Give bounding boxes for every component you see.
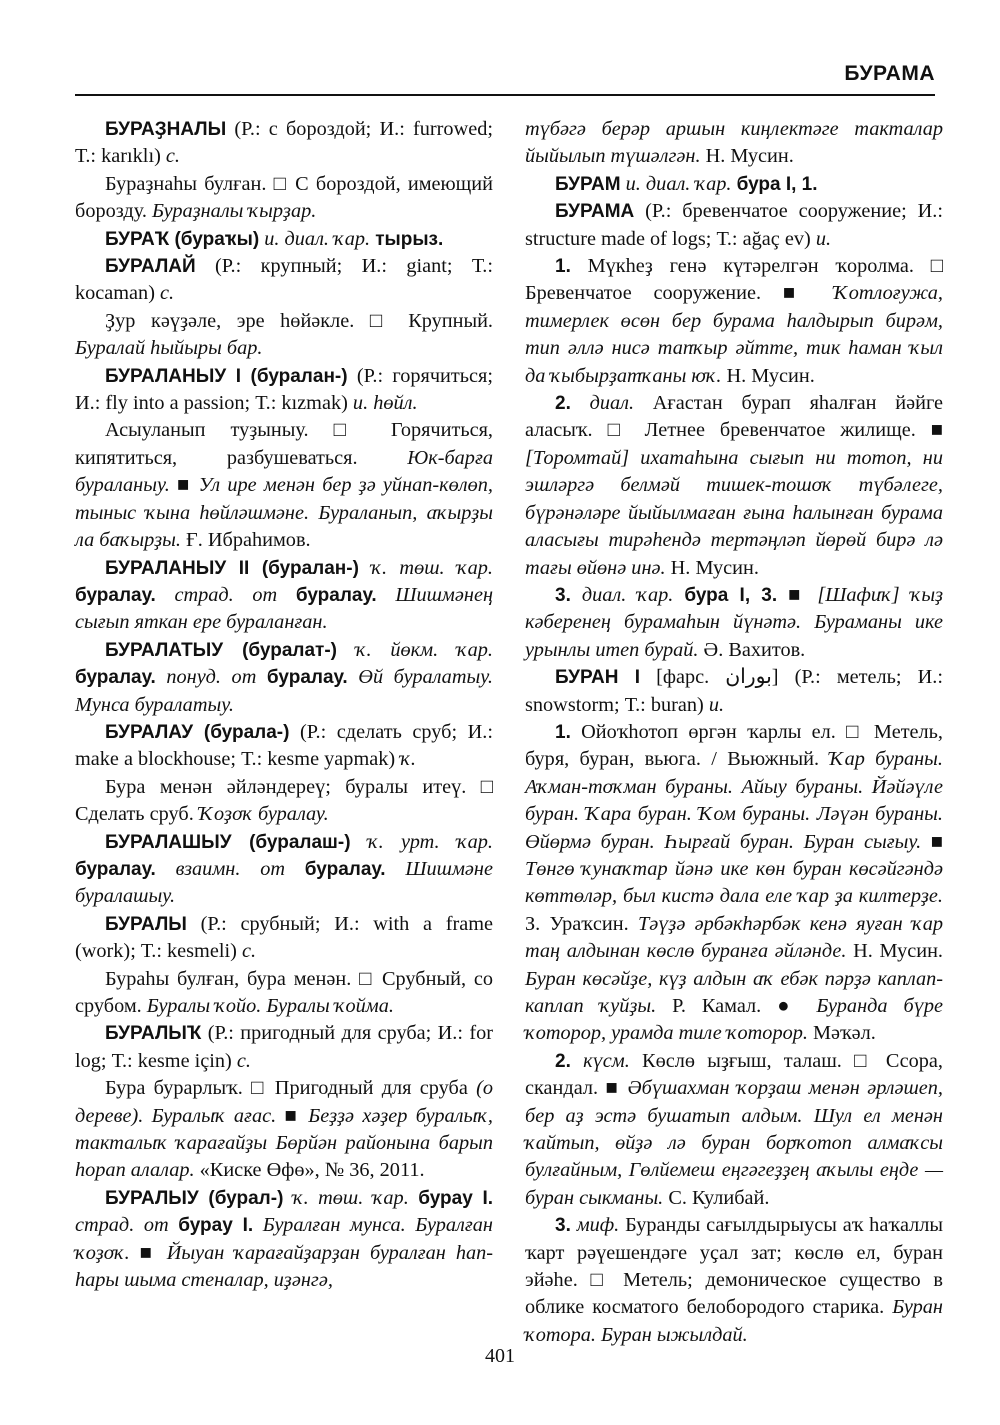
dictionary-entry bbox=[75, 226, 493, 253]
body-text: ■ bbox=[129, 1241, 167, 1264]
italic-text: Ҡотлоғужа, тимерлек өсөн бер бурама һалдырып бирәм, тип әллә нисә тапҡыр әйтте, тик һаман ҡыл да ҡыбырҙатҡаны юҡ. bbox=[525, 282, 943, 387]
italic-text: диал. ҡар. bbox=[581, 583, 674, 606]
italic-text: ҡ. урт. ҡар. bbox=[367, 830, 493, 853]
body-text bbox=[285, 858, 305, 880]
bold-reference: буралау. bbox=[266, 667, 348, 689]
italic-text: и. һөйл. bbox=[352, 392, 418, 415]
italic-text: Буранда бүре ҡоторор, урамда тиле ҡоторор. bbox=[525, 995, 943, 1045]
dictionary-entry bbox=[75, 829, 493, 911]
bold-reference: 1. bbox=[555, 721, 571, 743]
bold-reference: бурау I. bbox=[178, 1215, 254, 1237]
body-text bbox=[253, 1214, 263, 1236]
entry-sense bbox=[525, 390, 943, 582]
dictionary-entry bbox=[75, 1020, 493, 1075]
body-text: Бура менән әйләндереү; буралы итеү. □ Сделать сруб. bbox=[75, 775, 493, 826]
headword: БУРАЛАШЫУ (буралаш-) bbox=[105, 831, 351, 853]
italic-text: и. bbox=[708, 693, 725, 716]
dictionary-entry bbox=[75, 116, 493, 171]
headword: БУРАЛАЙ bbox=[105, 256, 196, 278]
body-text bbox=[351, 831, 368, 853]
bold-reference: бурау I. bbox=[418, 1187, 494, 1209]
entry-sense bbox=[75, 966, 493, 1021]
body-text bbox=[283, 1187, 292, 1209]
italic-text: Тәүҙә әрбәкһәрбәк кенә яуған ҡар таң алдынан көслө буранға әйләнде. bbox=[525, 912, 943, 963]
italic-text: [Шафиҡ] ҡыҙ кәберенең бурамаһын йүнәтә. Бураманы ике урынлы итеп бурай. bbox=[525, 583, 943, 661]
entry-sense bbox=[525, 1212, 943, 1349]
entry-sense bbox=[75, 171, 493, 226]
body-text: Н. Мусин. bbox=[665, 556, 759, 579]
entry-sense bbox=[75, 308, 493, 363]
body-text: З. Ураҡсин. bbox=[525, 912, 638, 935]
italic-text: Әбүшахман ҡорҙаш менән әрләшеп, бер аҙ эстә бушатып алдым. Шул ел менән ҡайтып, өйҙә лә буран борҡотоп алмаҡсы булғайным, Гөлйемеш еңгәгеҙҙең аҡылы еңде — буран сыкманы. bbox=[525, 1077, 943, 1209]
body-text: Бура бурарлыҡ. □ Пригодный для сруба bbox=[105, 1077, 477, 1100]
body-text: (Р.: горячиться; И.: fly into a passion; Т.: kızmak) bbox=[75, 364, 493, 415]
italic-text: ҡ. төш. ҡар. bbox=[292, 1186, 409, 1209]
italic-text: диал. bbox=[589, 392, 635, 415]
bold-reference: 3. bbox=[555, 584, 571, 606]
italic-text: Шишмәнең сығып яткан ере бураланған. bbox=[75, 583, 494, 634]
body-text: ■ bbox=[921, 830, 943, 853]
entry-sense bbox=[525, 582, 943, 664]
bold-reference: 2. bbox=[555, 1050, 571, 1072]
body-text: Н. Мусин. bbox=[700, 145, 794, 168]
italic-text: Төнгө ҡунаҡтар йәнә ике көн буран көсәйгәндә көттөләр, был кистә дала еле ҡар ҙа килтерҙе. bbox=[525, 857, 943, 908]
headword: БУРАЛЫҠ bbox=[105, 1023, 202, 1045]
body-text: ■ bbox=[777, 583, 818, 606]
dictionary-entry bbox=[525, 198, 943, 253]
dictionary-entry bbox=[525, 664, 943, 719]
italic-text: [Торомтай] ихатаһына сығып ни тотоп, ни эшләргә белмәй тишек-тошоҡ түбәлеге, бүрәнәләре йыйылмаған ғына һалынған бурама аласығы тирәһендә тертәңләп йөрөй бирә лә тағы өйөнә инә. bbox=[525, 446, 943, 579]
italic-text: Бураҙналы ҡырҙар. bbox=[151, 200, 317, 223]
page-number: 401 bbox=[485, 1345, 515, 1367]
dictionary-entry bbox=[75, 363, 493, 418]
body-text: Ғ. Ибраһимов. bbox=[180, 529, 311, 552]
headword: БУРАЛАНЫУ II (буралан-) bbox=[105, 557, 359, 579]
italic-text: Буралы ҡойо. Буралы ҡойма. bbox=[146, 995, 394, 1017]
body-text: (Р.: бревенчатое сооружение; И.: structure made of logs; Т.: ağaç ev) bbox=[525, 200, 943, 250]
italic-text: ҡ. bbox=[400, 748, 416, 771]
page-header bbox=[75, 58, 935, 96]
italic-text: взаимн. от bbox=[175, 857, 285, 880]
body-text: ■ bbox=[276, 1104, 309, 1127]
italic-text: и. диал. ҡар. bbox=[264, 227, 371, 250]
body-text bbox=[571, 392, 590, 414]
body-text bbox=[571, 584, 582, 606]
bold-reference: 3. bbox=[555, 1215, 571, 1237]
body-text: Буранды сағылдырыусы аҡ һаҡаллы ҡарт рәүешендәге уҫал зат; көслө ел, буран эйәһе. □ Метель; демоническое существо в облике косматого белобородого старика. bbox=[525, 1214, 943, 1319]
dictionary-entry bbox=[75, 911, 493, 966]
body-text: (Р.: срубный; И.: with a frame (work); Т.: kesmeli) bbox=[75, 912, 493, 963]
italic-text: күсм. bbox=[583, 1049, 630, 1072]
entry-sense bbox=[525, 253, 943, 390]
headword: БУРАЛЫУ (бурал-) bbox=[105, 1187, 284, 1209]
bold-reference: бура I, 3. bbox=[684, 584, 778, 606]
headword: БУРАМ bbox=[555, 173, 621, 195]
italic-text: Буралған мунса. Буралған ҡоҙоҡ. bbox=[75, 1214, 493, 1264]
body-text bbox=[277, 584, 296, 606]
italic-text: и. диал. ҡар. bbox=[625, 172, 732, 195]
body-text bbox=[571, 1050, 583, 1072]
body-text bbox=[409, 1187, 418, 1209]
body-text bbox=[156, 858, 176, 880]
italic-text: с. bbox=[165, 145, 180, 168]
bold-reference: буралау. bbox=[304, 858, 386, 880]
right-column bbox=[525, 116, 943, 1349]
italic-text: түбәгә берәр аршын киңлектәге такталар йыйылып түшәлгән. bbox=[525, 118, 943, 168]
bold-reference: буралау. bbox=[75, 667, 156, 689]
body-text: Ойоҡһотоп өргән ҡарлы ел. □ Метель, буря, буран, вьюга. / Вьюжный. bbox=[525, 720, 943, 771]
headword: БУРАҠ (бураҡы) bbox=[105, 228, 260, 250]
body-text: Р. Камал. ● bbox=[656, 995, 817, 1017]
italic-text: Ул ире менән бер ҙә уйнап-көлөп, тыныс ҡына һөйләшмәне. Бураланып, аҡырҙы ла баҡырҙы. bbox=[75, 474, 493, 552]
italic-text: ҡ. төш. ҡар. bbox=[371, 556, 493, 579]
italic-text: понуд. от bbox=[166, 666, 257, 689]
italic-text: Йыуан ҡарағайҙарҙан буралған һап-һары шыма стеналар, иҙәнгә, bbox=[75, 1241, 494, 1292]
body-text: ■ bbox=[169, 474, 199, 497]
body-text: Бураҙнаһы булған. □ С бороздой, имеющий борозду. bbox=[75, 172, 493, 223]
body-text: Мүкһеҙ генә күтәрелгән ҡоролма. □ Бревенчатое сооружение. ■ bbox=[525, 255, 943, 305]
italic-text: страд. от bbox=[174, 583, 278, 606]
entry-sense bbox=[75, 417, 493, 554]
body-text bbox=[359, 557, 371, 579]
bold-reference: бура I, 1. bbox=[736, 173, 818, 195]
body-text bbox=[386, 858, 406, 880]
italic-text: и. bbox=[815, 227, 832, 250]
bold-reference: буралау. bbox=[295, 584, 377, 606]
dictionary-entry bbox=[75, 1185, 493, 1295]
body-text: Көслө ыҙғыш, талаш. □ Ссора, скандал. ■ bbox=[525, 1049, 943, 1100]
body-text bbox=[156, 584, 175, 606]
italic-text: Беҙҙә хәҙер буралыҡ, такталыҡ ҡарағайҙы Бөрйән районына барып һорап алалар. bbox=[75, 1104, 493, 1182]
bold-reference: буралау. bbox=[75, 584, 156, 606]
body-text: (Р.: пригодный для сруба; И.: for log; Т.: kesme için) bbox=[75, 1022, 493, 1072]
body-text bbox=[377, 584, 396, 606]
italic-text: Буран ҡотора. Буран ыжылдай. bbox=[525, 1296, 943, 1346]
italic-text: с. bbox=[236, 1049, 251, 1072]
bold-reference: 1. bbox=[555, 256, 571, 278]
running-head: БУРАМА bbox=[844, 62, 935, 85]
dictionary-columns bbox=[75, 116, 943, 1346]
body-text bbox=[337, 639, 356, 661]
dictionary-entry bbox=[75, 637, 493, 719]
body-text: «Киске Өфө», № 36, 2011. bbox=[194, 1159, 425, 1182]
body-text: Ағастан бурап яһалған йәйге аласыҡ. □ Летнее бревенчатое жилище. ■ bbox=[525, 392, 943, 442]
headword: БУРАЛАНЫУ I (буралан-) bbox=[105, 365, 348, 387]
body-text bbox=[156, 666, 167, 688]
body-text: Н. Мусин. bbox=[721, 364, 815, 387]
body-text: (Р.: с бороздой; И.: furrowed; Т.: karıklı) bbox=[75, 118, 493, 168]
entry-sense bbox=[75, 1075, 493, 1185]
body-text: Ә. Вахитов. bbox=[698, 638, 806, 661]
dictionary-entry bbox=[525, 171, 943, 198]
body-text: (Р.: сделать сруб; И.: make a blockhouse; Т.: kesme yapmak) bbox=[75, 720, 493, 771]
headword: БУРАҘНАЛЫ bbox=[105, 119, 227, 140]
italic-text: Буралай һыйыры бар. bbox=[75, 337, 263, 360]
body-text: Асыуланып туҙыныу. □ Горячиться, кипятиться, разбушеваться. bbox=[75, 419, 493, 469]
body-text bbox=[673, 584, 684, 606]
italic-text: (о дереве). Буралыҡ ағас. bbox=[75, 1077, 493, 1127]
headword: БУРАН I bbox=[555, 667, 641, 689]
headword: БУРАЛАУ (бурала-) bbox=[105, 721, 290, 743]
headword: БУРАЛЫ bbox=[105, 913, 187, 935]
entry-sense bbox=[75, 774, 493, 829]
body-text bbox=[169, 1214, 179, 1236]
body-text bbox=[256, 666, 267, 688]
italic-text: Буран көсәйҙе, күҙ алдын аҡ ебәк пәрҙә каплап-каплап ҡуйҙы. bbox=[525, 967, 943, 1017]
body-text: Ҙур кәүҙәле, эре һөйәкле. □ Крупный. bbox=[105, 309, 493, 332]
italic-text: страд. от bbox=[75, 1214, 169, 1237]
italic-text: Шишмәне буралашыу. bbox=[75, 857, 493, 908]
body-text: С. Кулибай. bbox=[663, 1186, 770, 1209]
headword: БУРАМА bbox=[555, 201, 635, 223]
italic-text: с. bbox=[160, 282, 175, 305]
entry-continuation bbox=[525, 116, 943, 171]
body-text: Н. Мусин. bbox=[846, 940, 943, 963]
entry-sense bbox=[525, 719, 943, 1048]
italic-text: ҡ. йөкм. ҡар. bbox=[355, 638, 493, 661]
italic-text: Юк-барға бураланыу. bbox=[75, 446, 493, 497]
left-column bbox=[75, 116, 493, 1294]
dictionary-entry bbox=[75, 719, 493, 774]
italic-text: с. bbox=[241, 940, 257, 963]
headword: БУРАЛАТЫУ (буралат-) bbox=[105, 639, 337, 661]
body-text: [фарс. بوران] (Р.: метель; И.: snowstorm; Т.: buran) bbox=[525, 666, 943, 716]
dictionary-entry bbox=[75, 253, 493, 308]
body-text: Мәҡәл. bbox=[807, 1022, 876, 1045]
dictionary-entry bbox=[75, 555, 493, 637]
bold-reference: 2. bbox=[555, 393, 571, 415]
italic-text: Ҡоҙоҡ буралау. bbox=[198, 803, 329, 826]
body-text: Бураһы булған, бура менән. □ Срубный, со срубом. bbox=[75, 967, 493, 1017]
italic-text: миф. bbox=[576, 1214, 620, 1237]
body-text bbox=[348, 666, 359, 688]
bold-reference: буралау. bbox=[75, 858, 156, 880]
entry-sense bbox=[525, 1048, 943, 1212]
italic-text: Ҡар бураны. Аҡман-тоҡман бураны. Айыу бураны. Йәйәүле буран. Ҡара буран. Ҡом бураны. Ләүән бураны. Өйөрмә буран. Һырғай буран. Буран сығыу. bbox=[525, 748, 943, 853]
bold-reference: тырыз. bbox=[375, 228, 444, 250]
italic-text: Өй буралатыу. Мунса буралатыу. bbox=[75, 666, 494, 716]
body-text: (Р.: крупный; И.: giant; Т.: kocaman) bbox=[75, 255, 493, 305]
